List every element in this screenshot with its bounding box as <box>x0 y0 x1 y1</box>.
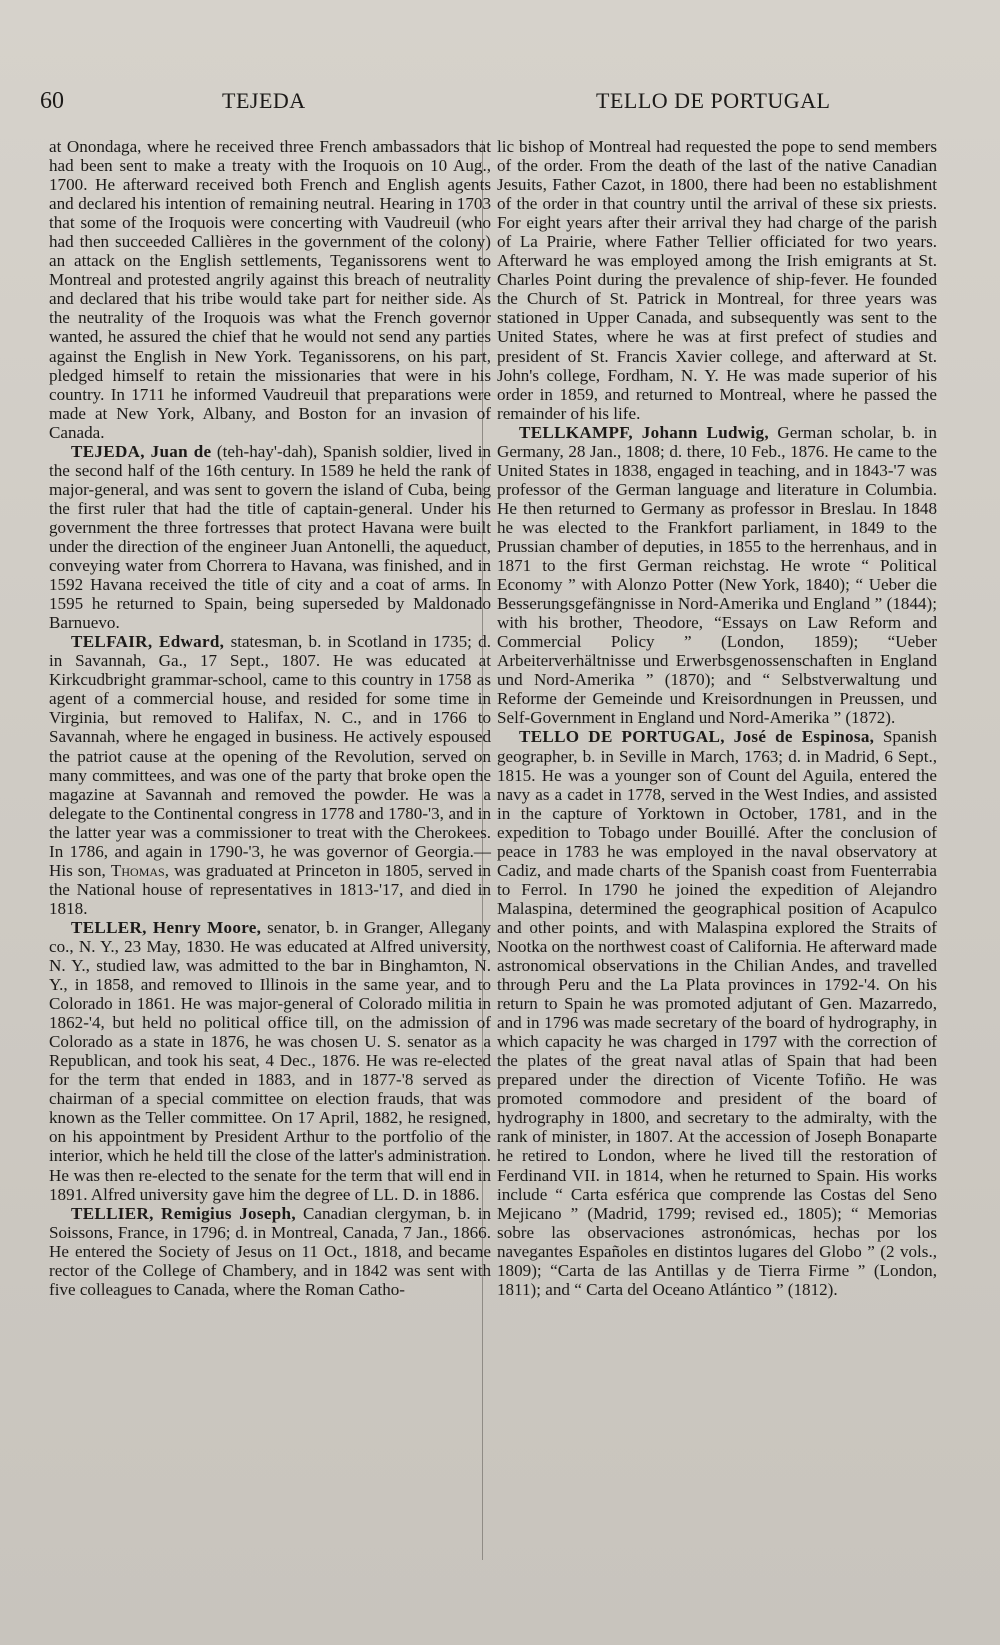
entry-tellkampf <box>497 423 937 728</box>
right-running-head: TELLO DE PORTUGAL <box>596 88 831 113</box>
entry-teller <box>49 918 491 1204</box>
entry-headword: TELLO DE PORTUGAL, José de Espinosa, <box>519 727 875 747</box>
entry-text-continued: was graduated at Princeton in 1805, served in the National house of representatives in 1813-'17, and died in 1818. <box>49 860 492 918</box>
continuation-paragraph: lic bishop of Montreal had requested the pope to send members of the order. From the death of the last of the native Canadian Jesuits, Father Cazot, in 1800, there had been no establishment of the order in that country until the arrival of these six priests. For eight years after their arrival they had charge of the parish of La Prairie, where Father Tellier officiated for two years. Afterward he was employed among the Irish emigrants at St. Charles Point during the prevalence of ship-fever. He founded the Church of St. Patrick in Montreal, for three years was stationed in Upper Canada, and subsequently was sent to the United States, where he was at first prefect of studies and president of St. Francis Xavier college, and afterward at St. John's college, Fordham, N. Y. He was made superior of his order in 1859, and returned to Montreal, where he passed the remainder of his life. <box>497 137 937 423</box>
entry-tejeda <box>49 442 491 632</box>
entry-text: Canadian clergyman, b. in Soissons, France, in 1796; d. in Montreal, Canada, 7 Jan., 1866. He entered the Society of Jesus on 11 Oct., 1818, and became rector of the College of Chambery, and in 1842 was sent with five colleagues to Canada, where the Roman Catho- <box>49 1203 491 1299</box>
entry-tello-de-portugal <box>497 727 937 1298</box>
page-number: 60 <box>40 88 64 114</box>
left-column <box>49 137 491 1299</box>
entry-text: (teh-hay'-dah), Spanish soldier, lived in the second half of the 16th century. In 1589 he held the rank of major-general, and was sent to govern the island of Cuba, being the first ruler that had the title of captain-general. Under his government the three fortresses that protect Havana were built under the direction of the engineer Juan Antonelli, the aqueduct, conveying water from Chorrera to Havana, was finished, and in 1592 Havana received the title of city and a coat of arms. In 1595 he returned to Spain, being superseded by Maldonado Barnuevo. <box>49 441 491 633</box>
entry-text: German scholar, b. in Germany, 28 Jan., 1808; d. there, 10 Feb., 1876. He came to the United States in 1838, engaged in teaching, and in 1843-'7 was professor of the German language and literature in Columbia. He then returned to Germany as professor in Breslau. In 1848 he was elected to the Frankfort parliament, in 1849 to the Prussian chamber of deputies, in 1855 to the herrenhaus, and in 1871 to the first German reichstag. He wrote “ Political Economy ” with Alonzo Potter (New York, 1840); “ Ueber die Besserungsgefängnisse in Nord-Amerika und England ” (1844); with his brother, Theodore, “Essays on Law Reform and Commercial Policy ” (London, 1859); “Ueber Arbeiterverhältnisse und Erwerbsgenossenschaften in England und Nord-Amerika ” (1870); and “ Selbstverwaltung und Reforme der Gemeinde und Kreisordnungen in Preussen, und Self-Government in England und Nord-Amerika ” (1872). <box>497 422 937 728</box>
left-running-head: TEJEDA <box>222 88 306 113</box>
right-column <box>497 137 937 1299</box>
entry-son-name: Thomas, <box>110 860 169 880</box>
entry-headword: TELLER, Henry Moore, <box>71 917 262 937</box>
running-header <box>0 88 1000 118</box>
entry-headword: TELLIER, Remigius Joseph, <box>71 1203 296 1223</box>
entry-headword: TEJEDA, Juan de <box>71 441 212 461</box>
entry-headword: TELLKAMPF, Johann Ludwig, <box>519 422 769 442</box>
entry-tellier <box>49 1204 491 1299</box>
entry-text: statesman, b. in Scotland in 1735; d. in Savannah, Ga., 17 Sept., 1807. He was educated at Kirkcudbright grammar-school, came to this country in 1758 as agent of a commercial house, and resided for some time in Virginia, but removed to Halifax, N. C., and in 1766 to Savannah, where he engaged in business. He actively espoused the patriot cause at the opening of the Revolution, served on many committees, and was one of the party that broke open the magazine at Savannah and removed the powder. He was a delegate to the Continental congress in 1778 and 1780-'3, and in the latter year was a commissioner to treat with the Cherokees. In 1786, and again in 1790-'3, he was governor of Georgia.—His son, <box>49 632 492 880</box>
entry-text: Spanish geographer, b. in Seville in March, 1763; d. in Madrid, 6 Sept., 1815. He was a younger son of Count del Aguila, entered the navy as a cadet in 1778, served in the West Indies, and assisted in the capture of Yorktown in October, 1781, and in the expedition to Tobago under Bouillé. After the conclusion of peace in 1783 he was employed in the naval observatory at Cadiz, and made charts of the Spanish coast from Fuenterrabia to Ferrol. In 1790 he joined the expedition of Alejandro Malaspina, determined the geographical position of Acapulco and other points, and with Malaspina explored the Straits of Nootka on the northwest coast of California. He afterward made astronomical observations in the Chilian Andes, and travelled through Peru and the La Plata provinces in 1792-'4. On his return to Spain he was promoted adjutant of Gen. Mazarredo, and in 1796 was made secretary of the board of hydrography, in which capacity he was charged in 1797 with the correction of the plates of the great naval atlas of Spain that had been prepared under the direction of Vicente Tofiño. He was promoted commodore and president of the board of hydrography in 1800, and secretary to the admiralty, with the rank of minister, in 1807. At the accession of Joseph Bonaparte he retired to London, where he lived till the restoration of Ferdinand VII. in 1814, when he returned to Spain. His works include “ Carta esférica que comprende las Costas del Seno Mejicano ” (Madrid, 1799; revised ed., 1805); “ Memorias sobre las observaciones astronómicas, hechas por los navegantes Españoles en distintos lugares del Globo ” (2 vols., 1809); “Carta de las Antillas y de Tierra Firme ” (London, 1811); and “ Carta del Oceano Atlántico ” (1812). <box>497 727 937 1299</box>
continuation-paragraph: at Onondaga, where he received three French ambassadors that had been sent to make a treaty with the Iroquois on 10 Aug., 1700. He afterward received both French and English agents and declared his intention of remaining neutral. Hearing in 1703 that some of the Iroquois were concerting with Vaudreuil (who had then succeeded Callières in the government of the colony) an attack on the English settlements, Teganissorens went to Montreal and protested angrily against this breach of neutrality and declared that his tribe would take part for neither side. As the neutrality of the Iroquois was what the French governor wanted, he assured the chief that he would not send any parties against the English in New York. Teganissorens, on his part, pledged himself to retain the missionaries that were in his country. In 1711 he informed Vaudreuil that preparations were made at New York, Albany, and Boston for an invasion of Canada. <box>49 137 491 442</box>
entry-text: senator, b. in Granger, Allegany co., N. Y., 23 May, 1830. He was educated at Alfred university, N. Y., studied law, was admitted to the bar in Binghamton, N. Y., in 1858, and removed to Illinois in the same year, and to Colorado in 1861. He was major-general of Colorado militia in 1862-'4, but held no political office till, on the admission of Colorado as a state in 1876, he was chosen U. S. senator as a Republican, and took his seat, 4 Dec., 1876. He was re-elected for the term that ended in 1883, and in 1877-'8 served as chairman of a special committee on election frauds, that was known as the Teller committee. On 17 April, 1882, he resigned, on his appointment by President Arthur to the portfolio of the interior, which he held till the close of the latter's administration. He was then re-elected to the senate for the term that will end in 1891. Alfred university gave him the degree of LL. D. in 1886. <box>49 917 491 1204</box>
entry-headword: TELFAIR, Edward, <box>71 632 225 652</box>
entry-telfair <box>49 632 491 918</box>
